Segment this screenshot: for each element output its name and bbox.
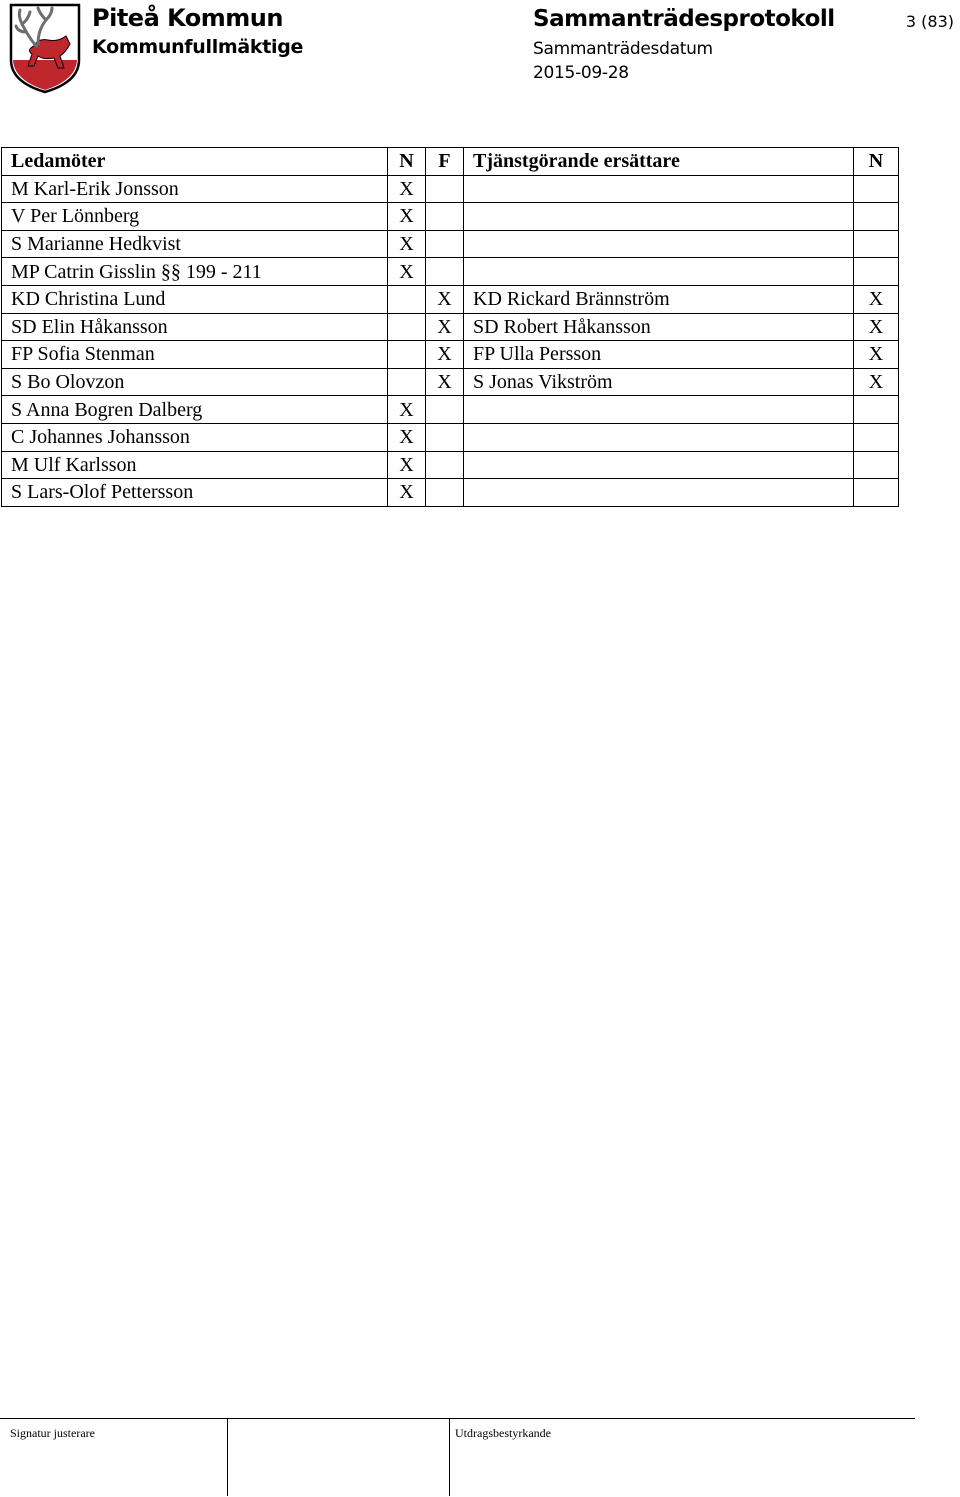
- member-name: M Karl-Erik Jonsson: [2, 175, 388, 203]
- table-row: [2, 341, 899, 369]
- absent-mark: [426, 175, 464, 203]
- member-name: KD Christina Lund: [2, 285, 388, 313]
- table-row: [2, 258, 899, 286]
- absent-mark: [426, 203, 464, 231]
- footer-separator: [449, 1418, 450, 1496]
- member-name: S Anna Bogren Dalberg: [2, 396, 388, 424]
- substitute-present-mark: X: [854, 285, 899, 313]
- substitute-name: FP Ulla Persson: [464, 341, 854, 369]
- present-mark: X: [388, 230, 426, 258]
- substitute-present-mark: [854, 396, 899, 424]
- absent-mark: X: [426, 313, 464, 341]
- header-present: N: [388, 148, 426, 176]
- present-mark: X: [388, 451, 426, 479]
- table-row: [2, 451, 899, 479]
- member-name: S Lars-Olof Pettersson: [2, 479, 388, 507]
- absent-mark: [426, 258, 464, 286]
- organization-department: Kommunfullmäktige: [92, 36, 304, 58]
- substitute-name: [464, 423, 854, 451]
- organization-name: Piteå Kommun: [92, 4, 283, 32]
- member-name: V Per Lönnberg: [2, 203, 388, 231]
- present-mark: [388, 368, 426, 396]
- footer-divider: [0, 1418, 915, 1419]
- member-name: MP Catrin Gisslin §§ 199 - 211: [2, 258, 388, 286]
- substitute-present-mark: [854, 175, 899, 203]
- absent-mark: X: [426, 368, 464, 396]
- member-name: C Johannes Johansson: [2, 423, 388, 451]
- member-name: S Marianne Hedkvist: [2, 230, 388, 258]
- present-mark: [388, 313, 426, 341]
- footer-separator: [227, 1418, 228, 1496]
- header-substitute-present: N: [854, 148, 899, 176]
- absent-mark: [426, 423, 464, 451]
- absent-mark: [426, 396, 464, 424]
- page-number: 3 (83): [905, 12, 954, 31]
- substitute-present-mark: [854, 230, 899, 258]
- table-row: [2, 368, 899, 396]
- absent-mark: [426, 230, 464, 258]
- header-members: Ledamöter: [2, 148, 388, 176]
- substitute-present-mark: X: [854, 341, 899, 369]
- table-row: [2, 175, 899, 203]
- present-mark: X: [388, 396, 426, 424]
- table-header-row: [2, 148, 899, 176]
- substitute-name: [464, 203, 854, 231]
- table-row: [2, 285, 899, 313]
- meeting-date-label: Sammanträdesdatum: [533, 39, 713, 59]
- table-row: [2, 423, 899, 451]
- substitute-present-mark: [854, 203, 899, 231]
- document-title: Sammanträdesprotokoll: [533, 6, 835, 32]
- coat-of-arms-reindeer-icon: [8, 2, 82, 94]
- certification-label: Utdragsbestyrkande: [455, 1426, 551, 1440]
- present-mark: [388, 341, 426, 369]
- attendance-table: [1, 147, 899, 507]
- substitute-name: [464, 396, 854, 424]
- present-mark: X: [388, 258, 426, 286]
- substitute-present-mark: X: [854, 368, 899, 396]
- substitute-present-mark: [854, 479, 899, 507]
- substitute-present-mark: X: [854, 313, 899, 341]
- member-name: FP Sofia Stenman: [2, 341, 388, 369]
- substitute-name: SD Robert Håkansson: [464, 313, 854, 341]
- table-row: [2, 230, 899, 258]
- present-mark: X: [388, 203, 426, 231]
- absent-mark: X: [426, 285, 464, 313]
- substitute-name: [464, 258, 854, 286]
- header-absent: F: [426, 148, 464, 176]
- substitute-name: [464, 451, 854, 479]
- substitute-name: KD Rickard Brännström: [464, 285, 854, 313]
- substitute-name: [464, 479, 854, 507]
- present-mark: [388, 285, 426, 313]
- table-row: [2, 203, 899, 231]
- member-name: M Ulf Karlsson: [2, 451, 388, 479]
- substitute-present-mark: [854, 451, 899, 479]
- absent-mark: X: [426, 341, 464, 369]
- member-name: SD Elin Håkansson: [2, 313, 388, 341]
- absent-mark: [426, 451, 464, 479]
- absent-mark: [426, 479, 464, 507]
- signature-footer: [0, 1418, 915, 1496]
- present-mark: X: [388, 479, 426, 507]
- meeting-date: 2015-09-28: [533, 63, 629, 83]
- substitute-present-mark: [854, 258, 899, 286]
- header-substitutes: Tjänstgörande ersättare: [464, 148, 854, 176]
- substitute-name: [464, 175, 854, 203]
- present-mark: X: [388, 175, 426, 203]
- table-row: [2, 313, 899, 341]
- substitute-present-mark: [854, 423, 899, 451]
- present-mark: X: [388, 423, 426, 451]
- table-row: [2, 479, 899, 507]
- substitute-name: S Jonas Vikström: [464, 368, 854, 396]
- member-name: S Bo Olovzon: [2, 368, 388, 396]
- table-row: [2, 396, 899, 424]
- signature-label: Signatur justerare: [10, 1426, 95, 1440]
- substitute-name: [464, 230, 854, 258]
